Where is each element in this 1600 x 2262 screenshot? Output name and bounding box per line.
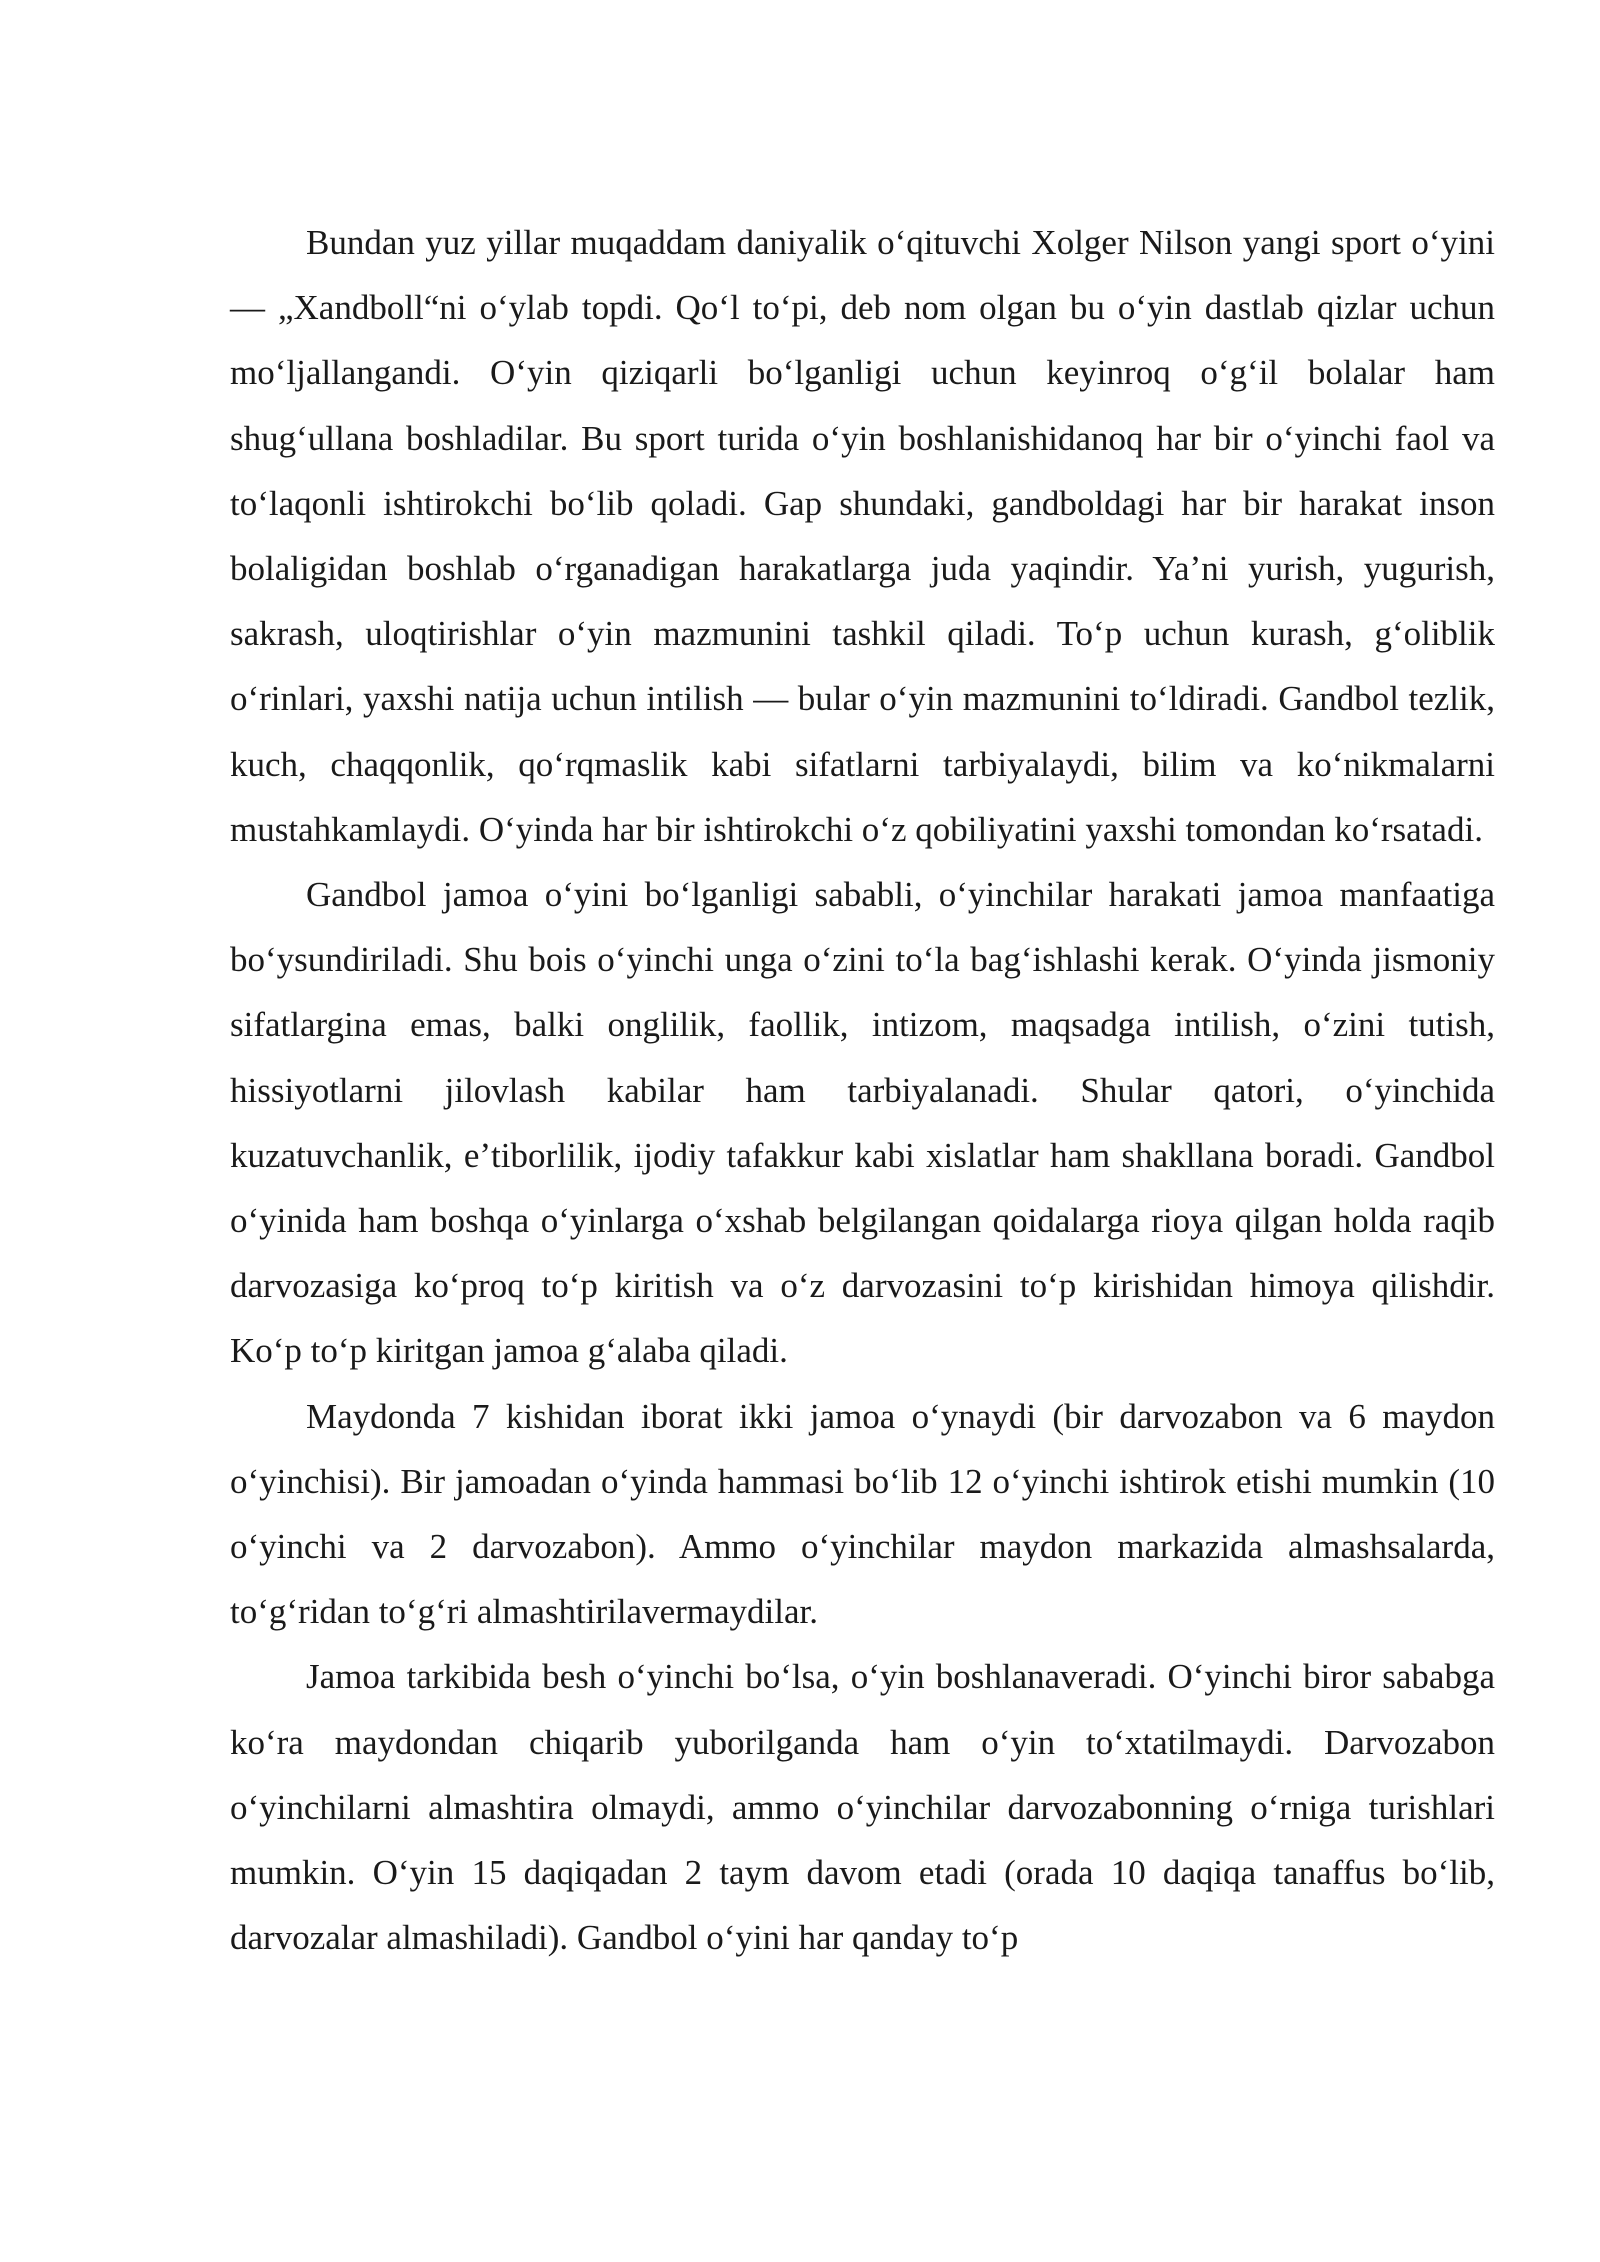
paragraph-1: Bundan yuz yillar muqaddam daniyalik oʻqituvchi Xolger Nilson yangi sport oʻyini — „Xandboll“ni oʻylab topdi. Qoʻl toʻpi, deb nom olgan bu oʻyin dastlab qizlar uchun moʻljallangandi. Oʻyin qiziqarli boʻlganligi uchun keyinroq oʻgʻil bolalar ham shugʻullana boshladilar. Bu sport turida oʻyin boshlanishidanoq har bir oʻyinchi faol va toʻlaqonli ishtirokchi boʻlib qoladi. Gap shundaki, gandboldagi har bir harakat inson bolaligidan boshlab oʻrganadigan harakatlarga juda yaqindir. Yaʼni yurish, yugurish, sakrash, uloqtirishlar oʻyin mazmunini tashkil qiladi. Toʻp uchun kurash, gʻoliblik oʻrinlari, yaxshi natija uchun intilish — bular oʻyin mazmunini toʻldiradi. Gandbol tezlik, kuch, chaqqonlik, qoʻrqmaslik kabi sifatlarni tarbiyalaydi, bilim va koʻnikmalarni mustahkamlaydi. Oʻyinda har bir ishtirokchi oʻz qobiliyatini yaxshi tomondan koʻrsatadi. bbox=[230, 223, 1495, 849]
paragraph-3: Maydonda 7 kishidan iborat ikki jamoa oʻynaydi (bir darvozabon va 6 maydon oʻyinchisi). Bir jamoadan oʻyinda hammasi boʻlib 12 oʻyinchi ishtirok etishi mumkin (10 oʻyinchi va 2 darvozabon). Ammo oʻyinchilar maydon markazida almashsalarda, toʻgʻridan toʻgʻri almashtirilavermaydilar. bbox=[230, 1396, 1495, 1632]
paragraph-2: Gandbol jamoa oʻyini boʻlganligi sababli, oʻyinchilar harakati jamoa manfaatiga boʻysundiriladi. Shu bois oʻyinchi unga oʻzini toʻla bagʻishlashi kerak. Oʻyinda jismoniy sifatlargina emas, balki onglilik, faollik, intizom, maqsadga intilish, oʻzini tutish, hissiyotlarni jilovlash kabilar ham tarbiyalanadi. Shular qatori, oʻyinchida kuzatuvchanlik, eʼtiborlilik, ijodiy tafakkur kabi xislatlar ham shakllana boradi. Gandbol oʻyinida ham boshqa oʻyinlarga oʻxshab belgilangan qoidalarga rioya qilgan holda raqib darvozasiga koʻproq toʻp kiritish va oʻz darvozasini toʻp kirishidan himoya qilishdir. Koʻp toʻp kiritgan jamoa gʻalaba qiladi. bbox=[230, 875, 1495, 1371]
paragraph-4: Jamoa tarkibida besh oʻyinchi boʻlsa, oʻyin boshlanaveradi. Oʻyinchi biror sababga koʻra maydondan chiqarib yuborilganda ham oʻyin toʻxtatilmaydi. Darvozabon oʻyinchilarni almashtira olmaydi, ammo oʻyinchilar darvozabonning oʻrniga turishlari mumkin. Oʻyin 15 daqiqadan 2 taym davom etadi (orada 10 daqiqa tanaffus boʻlib, darvozalar almashiladi). Gandbol oʻyini har qanday toʻp bbox=[230, 1657, 1495, 1958]
document-body bbox=[230, 210, 1495, 1970]
